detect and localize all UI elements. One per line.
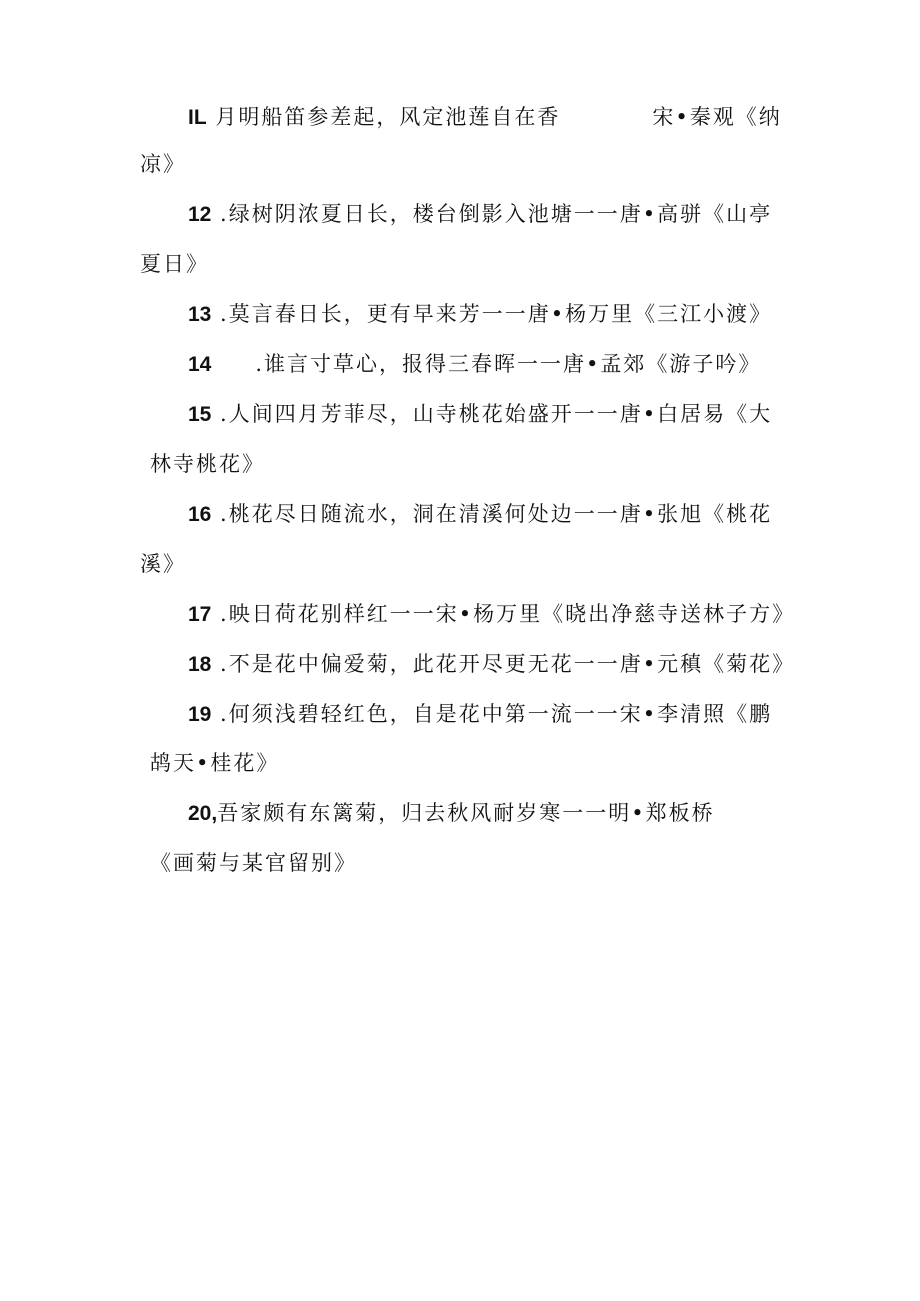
poem-line-16-cont (140, 550, 186, 578)
poem-line-20 (188, 799, 715, 828)
poem-text: 吾家颇有东篱菊，归去秋风耐岁寒一一明•郑板桥 (217, 801, 715, 825)
poem-number: 13 (188, 303, 212, 326)
poem-text: .谁言寸草心，报得三春晖一一唐•孟郊《游子吟》 (255, 352, 762, 376)
poem-line-18 (188, 650, 795, 679)
poem-text-continued: 鸪天•桂花》 (150, 751, 280, 775)
poem-line-15 (188, 400, 772, 429)
poem-line-19 (188, 700, 772, 729)
poem-line-14 (188, 350, 761, 379)
poem-number: 16 (188, 503, 212, 526)
poem-number: IL (188, 106, 207, 129)
poem-text: .何须浅碧轻红色，自是花中第一流一一宋•李清照《鹏 (220, 702, 773, 726)
poem-text: .映日荷花别样红一一宋•杨万里《晓出净慈寺送林子方》 (220, 602, 796, 626)
poem-number: 15 (188, 403, 212, 426)
poem-line-11 (188, 103, 782, 132)
poem-text-continued: 溪》 (140, 552, 186, 576)
poem-line-15-cont (150, 450, 265, 478)
poem-text: .莫言春日长，更有早来芳一一唐•杨万里《三江小渡》 (220, 302, 773, 326)
poem-number: 19 (188, 703, 212, 726)
poem-line-19-cont (150, 749, 279, 777)
poem-text-continued: 夏日》 (140, 252, 209, 276)
poem-text-continued: 《画菊与某官留别》 (150, 851, 357, 875)
poem-line-12 (188, 200, 772, 229)
poem-text-continued: 林寺桃花》 (150, 452, 265, 476)
poem-line-11-cont (140, 150, 186, 178)
poem-text: .不是花中偏爱菊，此花开尽更无花一一唐•元稹《菊花》 (220, 652, 796, 676)
poem-line-17 (188, 600, 795, 629)
poem-number: 17 (188, 603, 212, 626)
poem-text: 月明船笛参差起，风定池莲自在香 (215, 105, 561, 129)
poem-line-20-cont (150, 849, 357, 877)
poem-number: 14 (188, 353, 212, 376)
poem-text: .桃花尽日随流水，洞在清溪何处边一一唐•张旭《桃花 (220, 502, 773, 526)
poem-number: 18 (188, 653, 212, 676)
poem-number: 12 (188, 203, 212, 226)
poem-author: 宋•秦观《纳 (652, 105, 782, 129)
poem-text: .绿树阴浓夏日长，楼台倒影入池塘一一唐•高骈《山亭 (220, 202, 773, 226)
poem-line-16 (188, 500, 772, 529)
poem-number: 20, (188, 802, 218, 825)
poem-text-continued: 凉》 (140, 152, 186, 176)
poem-text: .人间四月芳菲尽，山寺桃花始盛开一一唐•白居易《大 (220, 402, 773, 426)
poem-line-13 (188, 300, 772, 329)
poem-line-12-cont (140, 250, 209, 278)
